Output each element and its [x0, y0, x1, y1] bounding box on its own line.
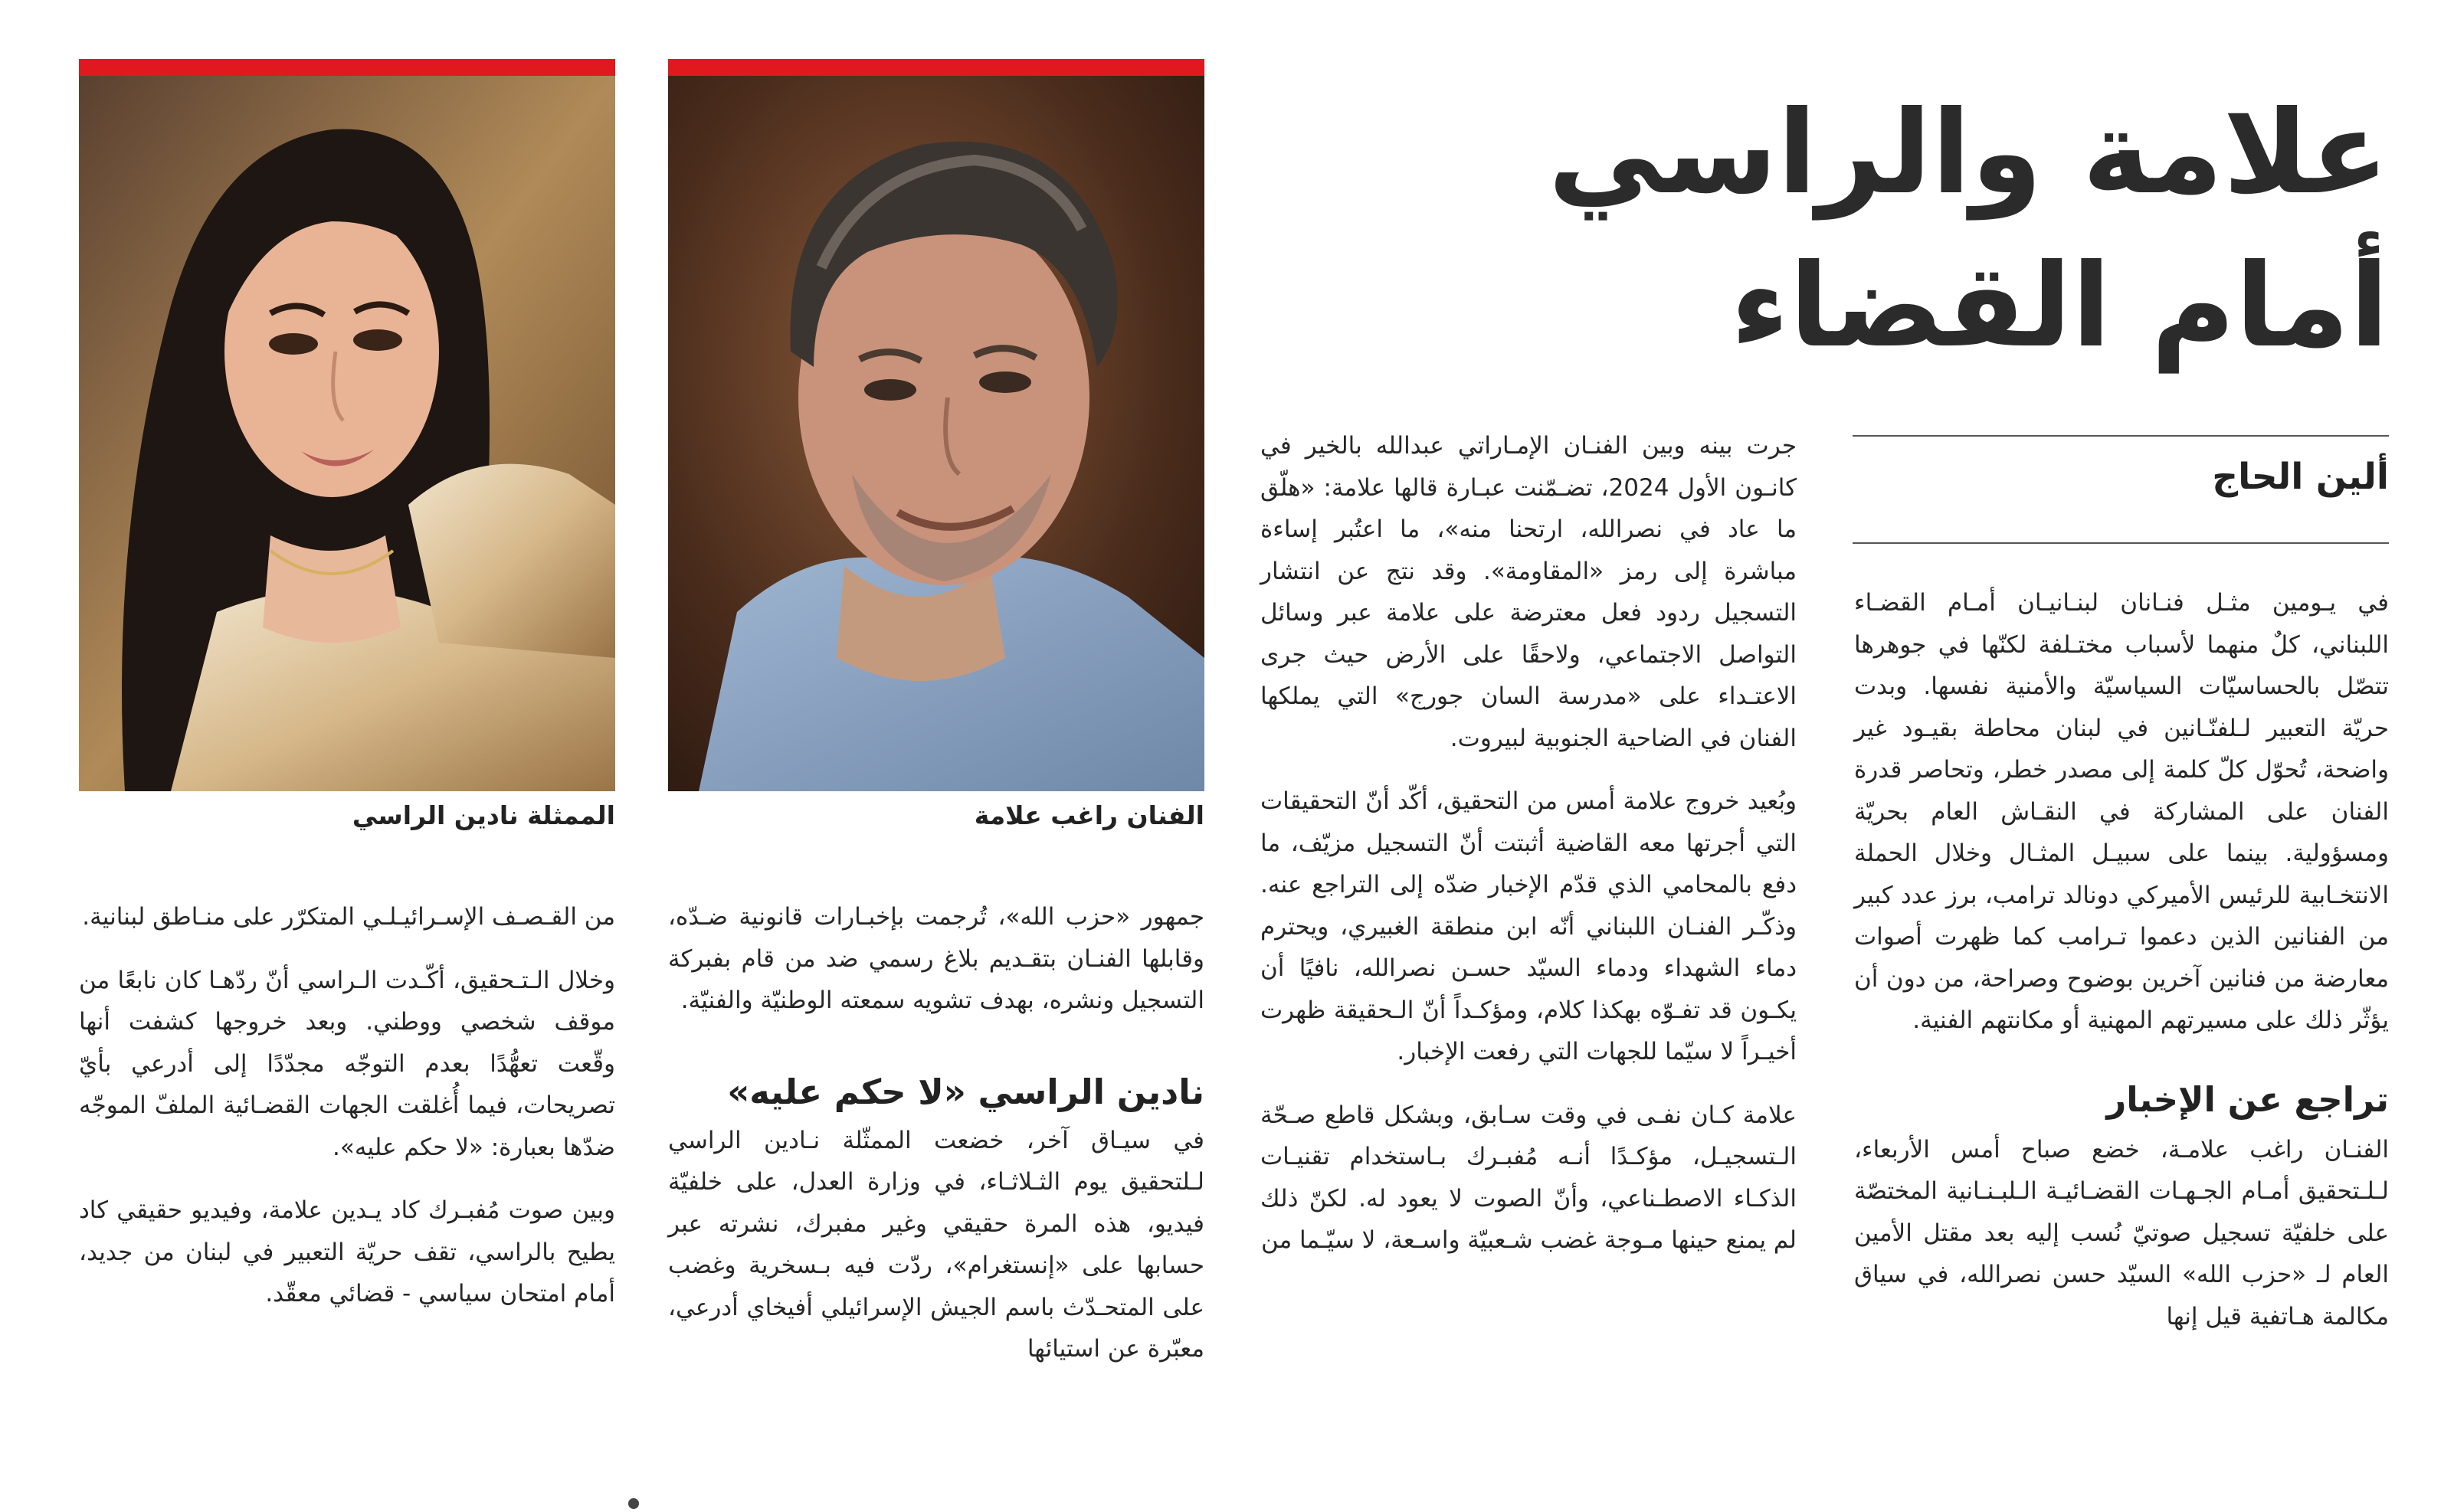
paragraph: وبُعيد خروج علامة أمس من التحقيق، أكّد أنّ التحقيقات التي أجرتها معه القاضية أثبتت أنّ التسجيل مزيّف، ما دفع بالمحامي الذي قدّم الإخبار ضدّه إلى التراجع عنه. وذكّـر الفنـان اللبناني أنّه ابن منطقة الغبيري، ويحترم دماء الشهداء ودماء السيّد حسـن نصرالله، نافيًا أن يكـون قد تفـوّه بهكذا كلام، ومؤكـداً أنّ الـحقيقة ظهرت أخيـراً لا سيّما للجهات التي رفعت الإخبار. — [1260, 787, 1797, 1065]
photo-caption-nadine: الممثلة نادين الراسي — [352, 800, 615, 830]
section-heading: تراجع عن الإخبار — [2106, 1078, 2389, 1120]
headline-line-2: أمام القضاء — [1730, 240, 2389, 373]
paragraph: وخلال الـتـحقيق، أكّـدت الـراسي أنّ ردّهـا كان نابعًا من موقف شخصي ووطني. وبعد خروجها كشفت أنها وقّعت تعهُّدًا بعدم التوجّه مجدّدًا إلى أدرعي بأيّ تصريحات، فيما أُغلقت الجهات القضـائية الملفّ الموجّه ضدّها بعبارة: «لا حكم عليه». — [79, 966, 615, 1161]
paragraph: الفنـان راغب علامـة، خضع صباح أمس الأربعاء، لـلـتحقيق أمـام الجـهـات القضـائيـة الـلبـنـانية المختصّة على خلفيّة تسجيل صوتيّ نُسب إليه بعد مقتل الأمين العام لـ «حزب الله» السيّد حسن نصرالله، في سياق مكالمة هـاتفية قيل إنها — [1854, 1135, 2389, 1330]
paragraph: في سيـاق آخر، خضعت الممثّلة نـادين الراسي لـلتحقيق يوم الثـلاثـاء، في وزارة العدل، على خلفيّة فيديو، هذه المرة حقيقي وغير مفبرك، نشرته عبر حسابها على «إنستغرام»، ردّت فيه بـسخرية وغضب على المتحـدّث باسم الجيش الإسرائيلي أفيخاي أدرعي، معبّرة عن استيائها — [668, 1126, 1204, 1363]
article-column-2 — [1260, 425, 1797, 1262]
paragraph: جمهور «حزب الله»، تُرجمت بإخبـارات قانونية ضـدّه، وقابلها الفنـان بتقـديم بلاغ رسمي ضد من قام بفبركة التسجيل ونشره، بهدف تشويه سمعته الوطنيّة والفنيّة. — [668, 903, 1204, 1014]
section-heading: نادين الراسي «لا حكم عليه» — [727, 1071, 1204, 1112]
headline — [1548, 77, 2389, 383]
portrait-illustration — [668, 76, 1204, 791]
article-column-4 — [79, 896, 615, 1315]
paragraph: من القـصـف الإسـرائيـلـي المتكرّر على منـاطق لبنانية. — [82, 903, 615, 931]
paragraph: وبين صوت مُفبـرك كاد يـدين علامة، وفيديو حقيقي كاد يطيح بالراسي، تقف حريّة التعبير في لبنان من جديد، أمام امتحان سياسي - قضائي معقّد. — [79, 1196, 615, 1307]
paragraph: في يـومين مثـل فنـانان لبنـانيـان أمـام القضـاء اللبناني، كلٌ منهما لأسباب مختـلفة لكنّها في جوهرها تتصّل بالحساسيّات السياسيّة والأمنية نفسها. وبدت حريّة التعبير لـلفنّـانين في لبنان محاطة بقيـود غير واضحة، تُحوّل كلّ كلمة إلى مصدر خطر، وتحاصر قدرة الفنان على المشاركة في النقـاش العام بحريّة ومسؤولية. بينما على سبيـل المثـال وخلال الحملة الانتخـابية للرئيس الأميركي دونالد ترامب، برز عدد كبير من الفنانين الذين دعموا تـرامب كما ظهرت أصوات معارضة من فنانين آخرين بوضوح وصراحة، من دون أن يؤثّر ذلك على مسيرتهم المهنية أو مكانتهم الفنية. — [1854, 589, 2389, 1034]
author-byline: ألين الحاج — [2212, 456, 2389, 498]
article-column-3 — [668, 896, 1204, 1370]
photo-nadine-rassi — [79, 59, 615, 791]
page-folio-mark — [628, 1498, 639, 1509]
photo-caption-ragheb: الفنان راغب علامة — [974, 800, 1204, 830]
author-rule-top — [1853, 435, 2389, 437]
paragraph: علامة كـان نفـى في وقت سـابق، وبشكل قاطع صـحّة الـتسجيـل، مؤكـدًا أنـه مُفبـرك بـاستخدام تقنيـات الذكـاء الاصطـناعي، وأنّ الصوت لا يعود له. لكنّ ذلك لم يمنع حينها مـوجة غضب شـعبيّة واسـعة، لا سيّـما من — [1260, 1101, 1797, 1254]
author-rule-bottom — [1853, 542, 2389, 544]
headline-line-1: علامة والراسي — [1548, 87, 2389, 220]
article-column-1 — [1854, 582, 2389, 1337]
paragraph: جرت بينه وبين الفنـان الإمـاراتي عبدالله بالخير في كانـون الأول 2024، تضـمّنت عبـارة قالها علامة: «هلّق ما عاد في نصرالله، ارتحنا منه»، ما اعتُبر إساءة مباشرة إلى رمز «المقاومة». وقد نتج عن انتشار التسجيل ردود فعل معترضة على علامة عبر وسائل التواصل الاجتماعي، ولاحقًا على الأرض حيث جرى الاعتـداء على «مدرسة السان جورج» التي يملكها الفنان في الضاحية الجنوبية لبيروت. — [1260, 432, 1797, 752]
portrait-illustration — [79, 76, 615, 791]
photo-ragheb-alama — [668, 59, 1204, 791]
